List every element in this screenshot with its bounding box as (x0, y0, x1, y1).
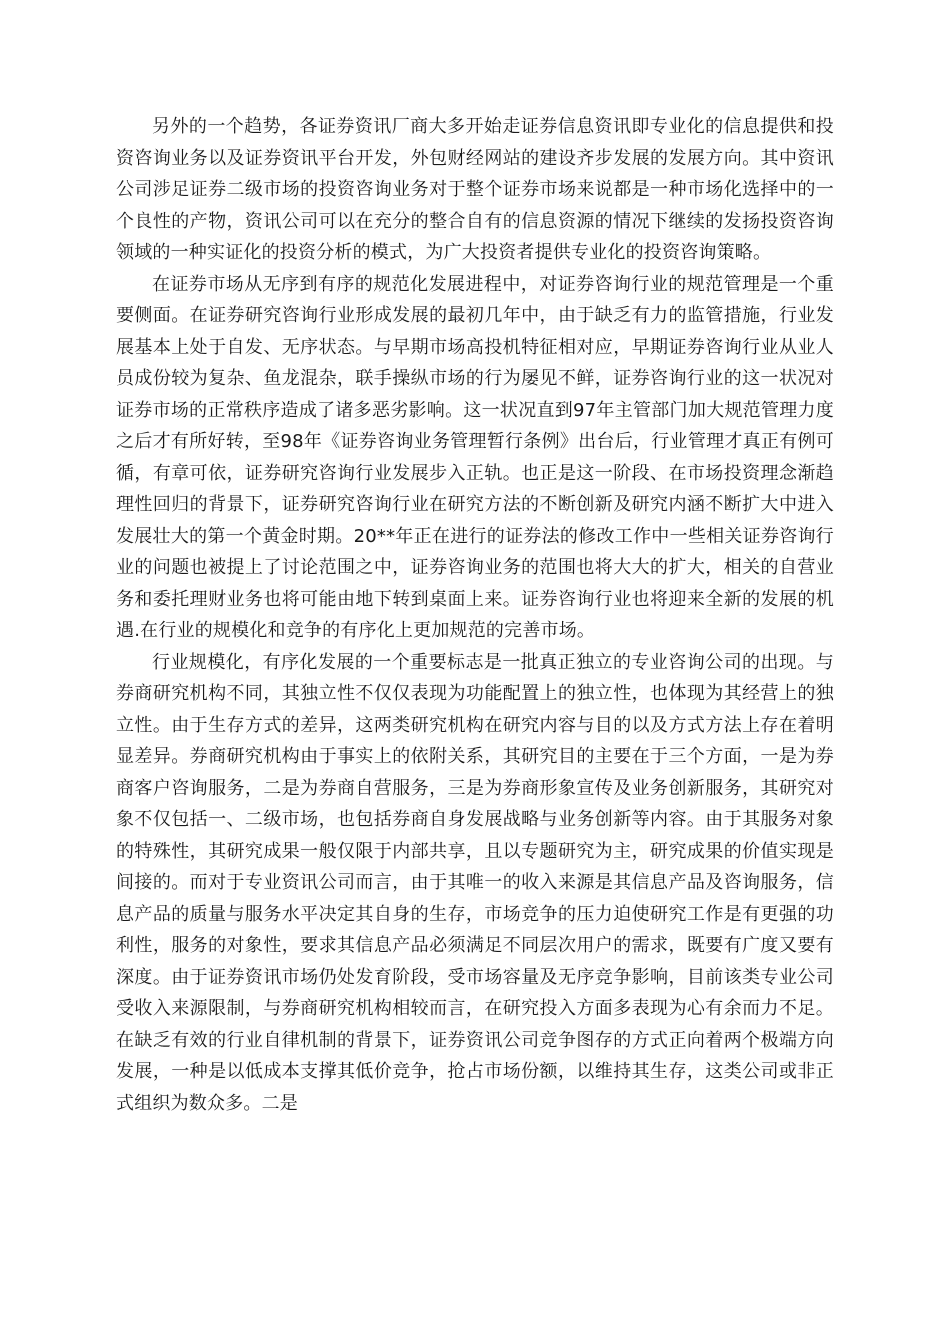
paragraph-regulation: 在证券市场从无序到有序的规范化发展进程中，对证券咨询行业的规范管理是一个重要侧面。在证券研究咨询行业形成发展的最初几年中，由于缺乏有力的监管措施，行业发展基本上处于自发、无序状态。与早期市场高投机特征相对应，早期证券咨询行业从业人员成份较为复杂、鱼龙混杂，联手操纵市场的行为屡见不鲜，证券咨询行业的这一状况对证券市场的正常秩序造成了诸多恶劣影响。这一状况直到97年主管部门加大规范管理力度之后才有所好转，至98年《证券咨询业务管理暂行条例》出台后，行业管理才真正有例可循，有章可依，证券研究咨询行业发展步入正轨。也正是这一阶段、在市场投资理念渐趋理性回归的背景下，证券研究咨询行业在研究方法的不断创新及研究内涵不断扩大中进入发展壮大的第一个黄金时期。20**年正在进行的证券法的修改工作中一些相关证券咨询行业的问题也被提上了讨论范围之中，证券咨询业务的范围也将大大的扩大，相关的自营业务和委托理财业务也将可能由地下转到桌面上来。证券咨询行业也将迎来全新的发展的机遇.在行业的规模化和竞争的有序化上更加规范的完善市场。 (116, 273, 834, 641)
paragraph-trend: 另外的一个趋势，各证券资讯厂商大多开始走证券信息资讯即专业化的信息提供和投资咨询业务以及证券资讯平台开发，外包财经网站的建设齐步发展的发展方向。其中资讯公司涉足证券二级市场的投资咨询业务对于整个证券市场来说都是一种市场化选择中的一个良性的产物，资讯公司可以在充分的整合自有的信息资源的情况下继续的发扬投资咨询领域的一种实证化的投资分析的模式，为广大投资者提供专业化的投资咨询策略。 (116, 116, 834, 263)
document-page (116, 111, 834, 1119)
paragraph-independence: 行业规模化，有序化发展的一个重要标志是一批真正独立的专业咨询公司的出现。与券商研究机构不同，其独立性不仅仅表现为功能配置上的独立性，也体现为其经营上的独立性。由于生存方式的差异，这两类研究机构在研究内容与目的以及方式方法上存在着明显差异。券商研究机构由于事实上的依附关系，其研究目的主要在于三个方面，一是为券商客户咨询服务，二是为券商自营服务，三是为券商形象宣传及业务创新服务，其研究对象不仅包括一、二级市场，也包括券商自身发展战略与业务创新等内容。由于其服务对象的特殊性，其研究成果一般仅限于内部共享，且以专题研究为主，研究成果的价值实现是间接的。而对于专业资讯公司而言，由于其唯一的收入来源是其信息产品及咨询服务，信息产品的质量与服务水平决定其自身的生存，市场竞争的压力迫使研究工作是有更强的功利性，服务的对象性，要求其信息产品必须满足不同层次用户的需求，既要有广度又要有深度。由于证券资讯市场仍处发育阶段，受市场容量及无序竞争影响，目前该类专业公司受收入来源限制，与券商研究机构相较而言，在研究投入方面多表现为心有余而力不足。在缺乏有效的行业自律机制的背景下，证券资讯公司竞争图存的方式正向着两个极端方向发展，一种是以低成本支撑其低价竞争，抢占市场份额，以维持其生存，这类公司或非正式组织为数众多。二是 (116, 651, 834, 1114)
